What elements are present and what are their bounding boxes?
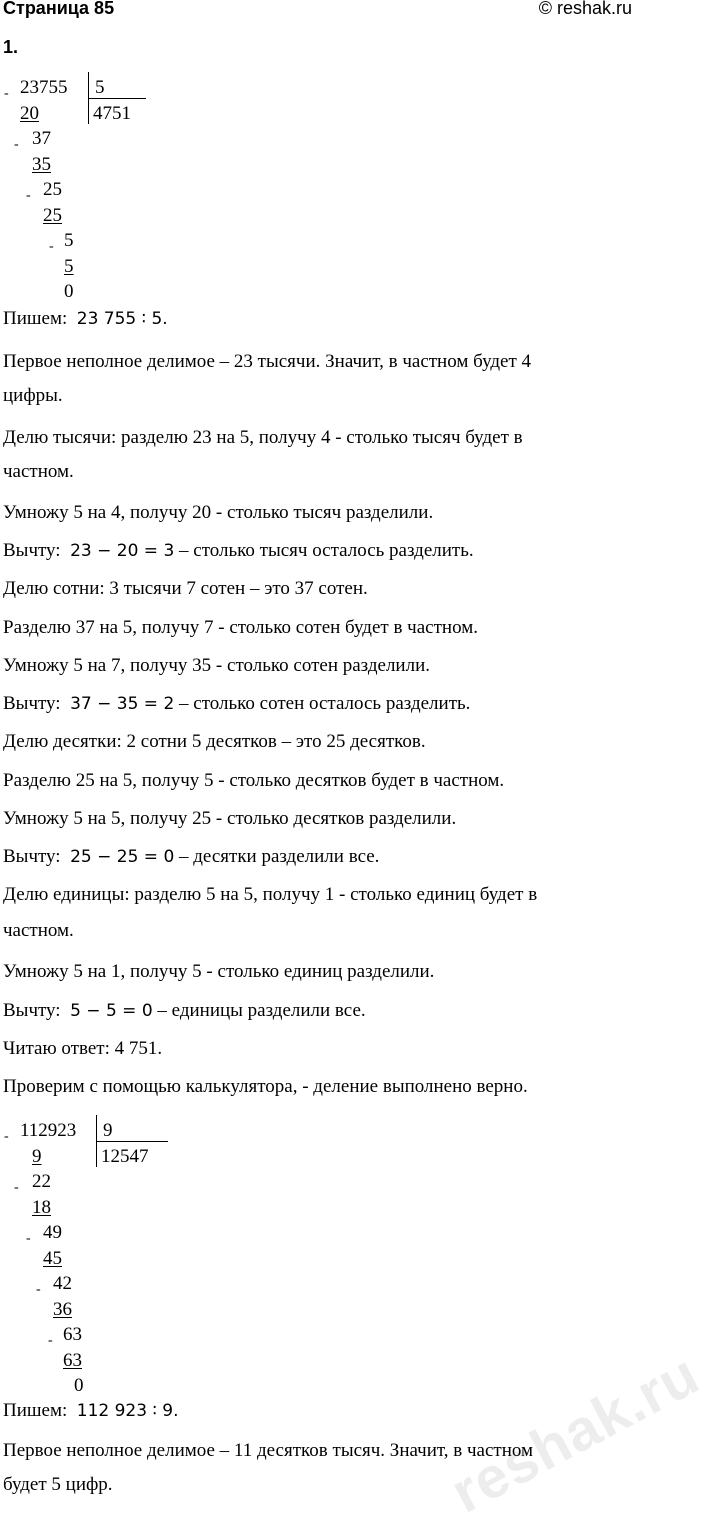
text-line: Делю сотни: 3 тысячи 7 сотен – это 37 сотен.	[3, 578, 368, 599]
dividend: 112923	[20, 1120, 77, 1141]
minus-sign: -	[36, 1282, 41, 1297]
minus-sign: -	[4, 86, 9, 101]
divisor: 9	[103, 1120, 113, 1141]
text-line: цифры.	[3, 385, 63, 406]
text-line: Проверим с помощью калькулятора, - деление выполнено верно.	[3, 1076, 528, 1097]
minus-sign: -	[4, 1129, 9, 1144]
text-line: Умножу 5 на 7, получу 35 - столько сотен разделили.	[3, 655, 430, 676]
text-line: Вычту: 37 − 35 = 2 – столько сотен осталось разделить.	[3, 693, 471, 714]
math-expression: 23 − 20 = 3	[70, 541, 175, 561]
remainder: 63	[63, 1324, 82, 1345]
quotient: 4751	[93, 103, 131, 124]
minus-sign: -	[26, 1231, 31, 1246]
text-line: частном.	[3, 920, 74, 941]
subtrahend: 9	[32, 1146, 42, 1167]
minus-sign: -	[14, 1180, 19, 1195]
text-line: Умножу 5 на 1, получу 5 - столько единиц разделили.	[3, 961, 435, 982]
minus-sign: -	[49, 239, 54, 254]
subtrahend: 5	[64, 256, 74, 277]
watermark-logo: reshak.ru	[440, 1341, 710, 1526]
text-line: Первое неполное делимое – 23 тысячи. Значит, в частном будет 4	[3, 351, 532, 372]
subtrahend: 45	[43, 1248, 62, 1269]
text-line: Умножу 5 на 5, получу 25 - столько десятков разделили.	[3, 808, 457, 829]
subtrahend: 35	[32, 154, 51, 175]
task-number: 1.	[3, 37, 19, 57]
math-expression: 112 923 ∶ 9.	[76, 1401, 179, 1421]
text-line: Делю десятки: 2 сотни 5 десятков – это 25 десятков.	[3, 731, 426, 752]
subtrahend: 63	[63, 1350, 82, 1371]
remainder: 5	[64, 230, 74, 251]
quotient: 12547	[101, 1146, 149, 1167]
text-line: Умножу 5 на 4, получу 20 - столько тысяч разделили.	[3, 502, 434, 523]
division-bar-horizontal	[88, 98, 146, 99]
remainder: 42	[53, 1273, 72, 1294]
text-line: Разделю 25 на 5, получу 5 - столько десятков будет в частном.	[3, 770, 505, 791]
math-expression: 23 755 ∶ 5.	[76, 309, 168, 329]
text-line: Разделю 37 на 5, получу 7 - столько сотен будет в частном.	[3, 617, 478, 638]
divisor: 5	[95, 77, 105, 98]
site-credit: © reshak.ru	[538, 0, 632, 18]
remainder: 25	[43, 179, 62, 200]
dividend: 23755	[20, 77, 68, 98]
remainder: 22	[32, 1171, 51, 1192]
text-line: Вычту: 23 − 20 = 3 – столько тысяч осталось разделить.	[3, 540, 474, 561]
final-remainder: 0	[74, 1375, 84, 1396]
division-bar-horizontal	[96, 1141, 168, 1142]
text-line: будет 5 цифр.	[3, 1474, 113, 1495]
page-title: Страница 85	[3, 0, 115, 18]
subtrahend: 18	[32, 1197, 51, 1218]
text-line: Вычту: 5 − 5 = 0 – единицы разделили все.	[3, 1000, 366, 1021]
text-line: Вычту: 25 − 25 = 0 – десятки разделили все.	[3, 846, 380, 867]
math-expression: 25 − 25 = 0	[70, 847, 175, 867]
text-line: Первое неполное делимое – 11 десятков тысяч. Значит, в частном	[3, 1440, 534, 1461]
text-line: Пишем: 112 923 ∶ 9.	[3, 1400, 179, 1421]
text-line: Пишем: 23 755 ∶ 5.	[3, 308, 168, 329]
final-remainder: 0	[64, 281, 74, 302]
minus-sign: -	[48, 1333, 53, 1348]
subtrahend: 20	[20, 103, 39, 124]
subtrahend: 36	[53, 1299, 72, 1320]
minus-sign: -	[14, 137, 19, 152]
remainder: 49	[43, 1222, 62, 1243]
text-line: частном.	[3, 461, 74, 482]
subtrahend: 25	[43, 205, 62, 226]
math-expression: 37 − 35 = 2	[70, 694, 175, 714]
minus-sign: -	[26, 188, 31, 203]
math-expression: 5 − 5 = 0	[70, 1001, 153, 1021]
text-line: Делю единицы: разделю 5 на 5, получу 1 - столько единиц будет в	[3, 884, 538, 905]
text-line: Делю тысячи: разделю 23 на 5, получу 4 - столько тысяч будет в	[3, 427, 523, 448]
text-line: Читаю ответ: 4 751.	[3, 1038, 163, 1059]
remainder: 37	[32, 128, 51, 149]
